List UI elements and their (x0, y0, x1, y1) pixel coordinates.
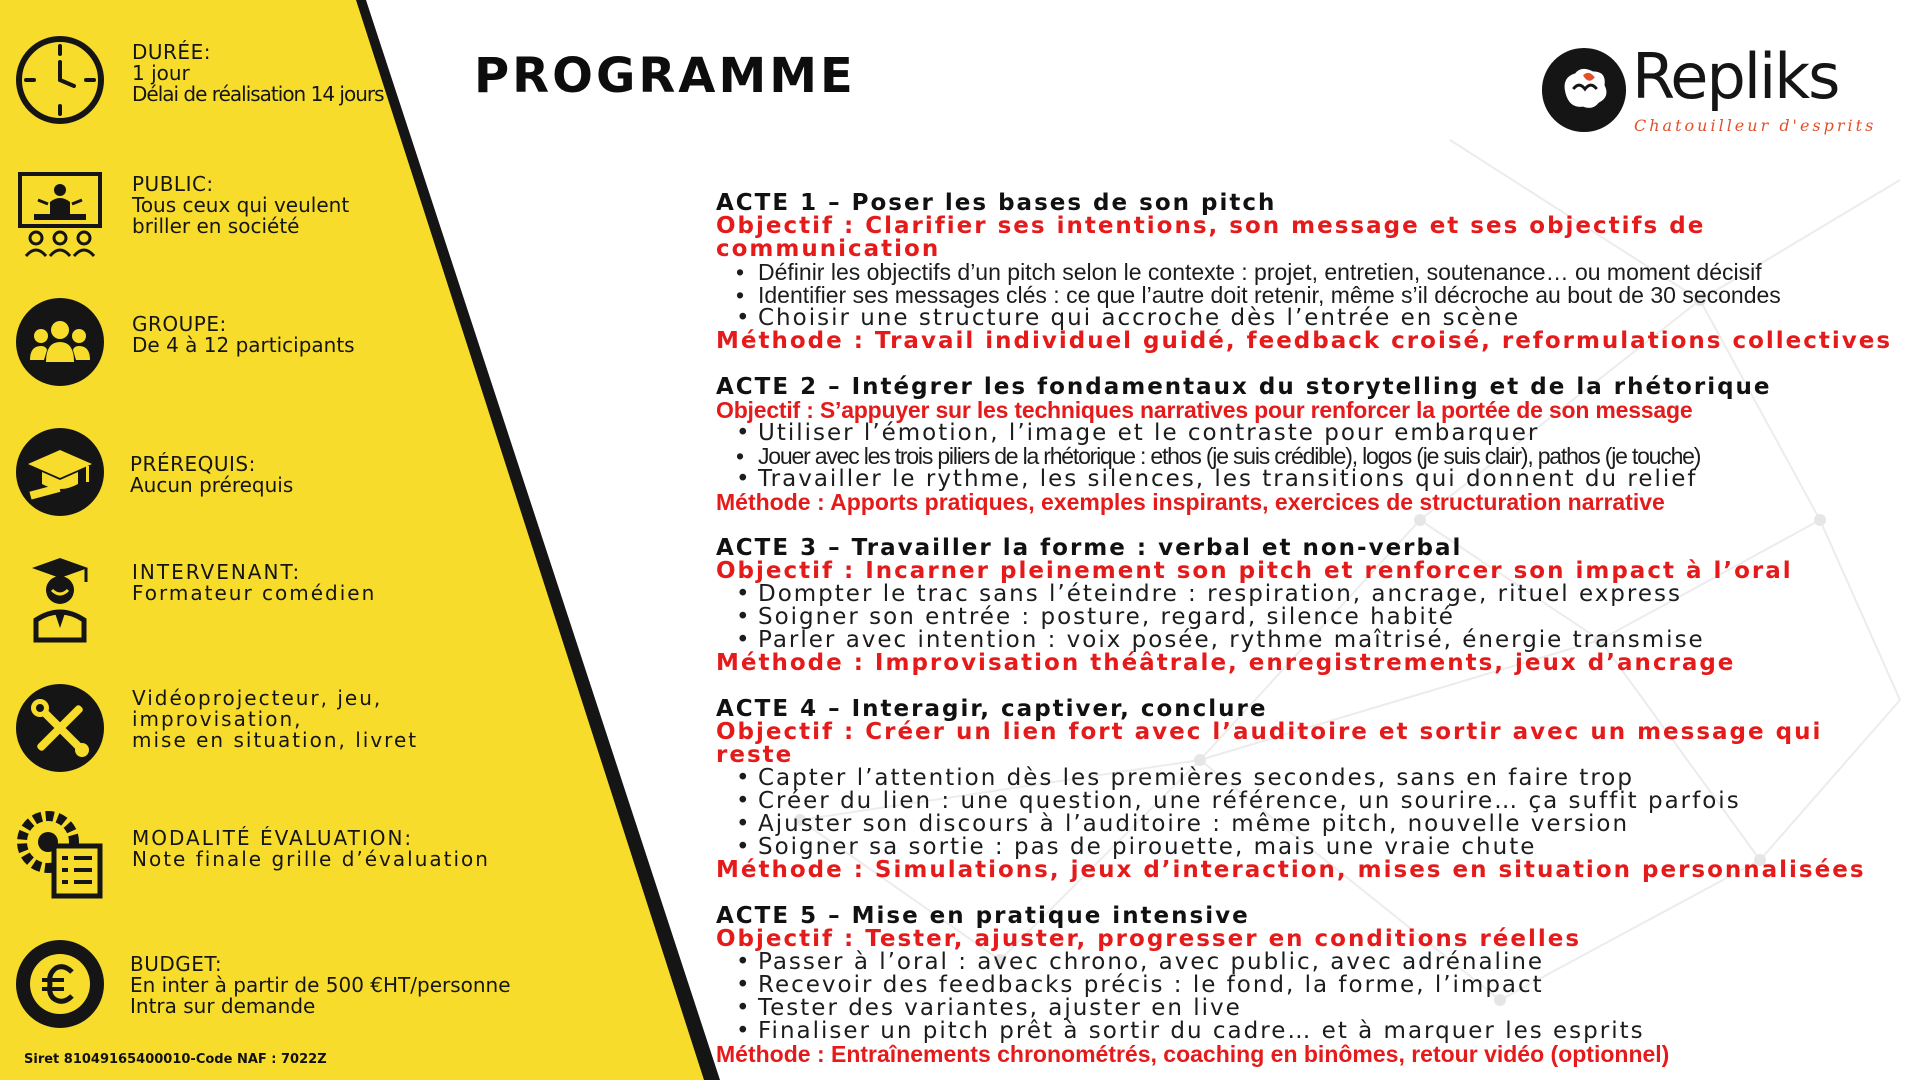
tools-icon (14, 682, 106, 774)
list-item: • Finaliser un pitch prêt à sortir du cadre… et à marquer les esprits (736, 1020, 1916, 1043)
intervenant-label: INTERVENANT: (132, 560, 302, 584)
acte-objective: Objectif : Tester, ajuster, progresser en conditions réelles (716, 926, 1582, 952)
acte-title: ACTE 5 – Mise en pratique intensive (716, 903, 1250, 929)
budget-value-2: Intra sur demande (130, 994, 316, 1018)
sidebar-item-prerequis (0, 426, 600, 526)
public-label: PUBLIC: (132, 172, 214, 196)
acte-method: Méthode : Entraînements chronométrés, coaching en binômes, retour vidéo (optionnel) (716, 1041, 1670, 1067)
budget-value-1: En inter à partir de 500 €HT/personne (130, 973, 511, 997)
list-item: • Créer du lien : une question, une référence, un sourire… ça suffit parfois (736, 790, 1916, 813)
list-item: • Jouer avec les trois piliers de la rhétorique : ethos (je suis crédible), logos (je suis clair), pathos (je touche) (736, 445, 1916, 468)
delai-value: Délai de réalisation 14 jours (132, 82, 384, 106)
duree-label: DURÉE: (132, 40, 211, 64)
teacher-icon (14, 554, 106, 646)
acte-1 (716, 192, 1916, 353)
brain-logo-icon (1540, 46, 1628, 134)
list-item: • Travailler le rythme, les silences, les transitions qui donnent du relief (736, 468, 1916, 491)
list-item: • Capter l’attention dès les premières secondes, sans en faire trop (736, 767, 1916, 790)
groupe-label: GROUPE: (132, 312, 227, 336)
acte-objective: Objectif : S’appuyer sur les techniques narratives pour renforcer la portée de son message (716, 397, 1693, 423)
acte-method: Méthode : Simulations, jeux d’interaction, mises en situation personnalisées (716, 857, 1866, 883)
acte-bullets (716, 261, 1916, 330)
sidebar-item-public (0, 168, 600, 268)
page-title: PROGRAMME (474, 48, 856, 104)
acte-2 (716, 376, 1916, 514)
prerequis-value: Aucun prérequis (130, 473, 294, 497)
acte-title: ACTE 2 – Intégrer les fondamentaux du storytelling et de la rhétorique (716, 374, 1772, 400)
acte-4 (716, 698, 1916, 882)
acte-bullets (716, 951, 1916, 1043)
acte-objective: Objectif : Incarner pleinement son pitch et renforcer son impact à l’oral (716, 558, 1793, 584)
logo-name: Repliks (1632, 40, 1839, 113)
public-value-1: Tous ceux qui veulent (132, 193, 350, 217)
list-item: • Identifier ses messages clés : ce que l’autre doit retenir, même s’il décroche au bout de 30 secondes (736, 284, 1916, 307)
graduation-cap-icon (14, 426, 106, 518)
prerequis-label: PRÉREQUIS: (130, 452, 256, 476)
evaluation-label: MODALITÉ ÉVALUATION: (132, 826, 414, 850)
sidebar-item-groupe (0, 296, 600, 396)
moyens-value-1: Vidéoprojecteur, jeu, (132, 686, 383, 710)
acte-3 (716, 537, 1916, 675)
intervenant-value: Formateur comédien (132, 581, 377, 605)
acte-title: ACTE 3 – Travailler la forme : verbal et non-verbal (716, 535, 1463, 561)
audience-icon (14, 170, 106, 262)
sidebar-item-budget (0, 938, 600, 1038)
acte-title: ACTE 4 – Interagir, captiver, conclure (716, 696, 1268, 722)
sidebar-item-intervenant (0, 554, 600, 654)
list-item: • Choisir une structure qui accroche dès l’entrée en scène (736, 307, 1916, 330)
list-item: • Parler avec intention : voix posée, rythme maîtrisé, énergie transmise (736, 629, 1916, 652)
list-item: • Tester des variantes, ajuster en live (736, 997, 1916, 1020)
acte-objective: Objectif : Créer un lien fort avec l’auditoire et sortir avec un message qui reste (716, 719, 1823, 768)
groupe-value: De 4 à 12 participants (132, 333, 355, 357)
list-item: • Soigner son entrée : posture, regard, silence habité (736, 606, 1916, 629)
programme-content (716, 192, 1916, 1089)
acte-bullets (716, 422, 1916, 491)
clock-icon (14, 34, 106, 126)
list-item: • Dompter le trac sans l’éteindre : respiration, ancrage, rituel express (736, 583, 1916, 606)
list-item: • Définir les objectifs d’un pitch selon le contexte : projet, entretien, soutenance… ou moment décisif (736, 261, 1916, 284)
euro-icon (14, 938, 106, 1030)
logo-tagline: Chatouilleur d'esprits (1634, 116, 1877, 135)
evaluation-icon (14, 808, 106, 900)
acte-bullets (716, 583, 1916, 652)
list-item: • Utiliser l’émotion, l’image et le contraste pour embarquer (736, 422, 1916, 445)
sidebar-item-moyens (0, 682, 600, 782)
group-icon (14, 296, 106, 388)
siret-text: Siret 81049165400010-Code NAF : 7022Z (24, 1052, 327, 1067)
moyens-value-3: mise en situation, livret (132, 728, 419, 752)
evaluation-value: Note finale grille d’évaluation (132, 847, 490, 871)
acte-5 (716, 905, 1916, 1066)
repliks-logo (1540, 40, 1880, 136)
public-value-2: briller en société (132, 214, 300, 238)
list-item: • Ajuster son discours à l’auditoire : même pitch, nouvelle version (736, 813, 1916, 836)
acte-method: Méthode : Apports pratiques, exemples inspirants, exercices de structuration narrative (716, 489, 1665, 515)
acte-method: Méthode : Improvisation théâtrale, enregistrements, jeux d’ancrage (716, 650, 1736, 676)
budget-label: BUDGET: (130, 952, 223, 976)
list-item: • Passer à l’oral : avec chrono, avec public, avec adrénaline (736, 951, 1916, 974)
acte-objective: Objectif : Clarifier ses intentions, son message et ses objectifs de communication (716, 213, 1706, 262)
list-item: • Recevoir des feedbacks précis : le fond, la forme, l’impact (736, 974, 1916, 997)
acte-title: ACTE 1 – Poser les bases de son pitch (716, 190, 1277, 216)
moyens-value-2: improvisation, (132, 707, 303, 731)
acte-method: Méthode : Travail individuel guidé, feedback croisé, reformulations collectives (716, 328, 1893, 354)
sidebar-item-evaluation (0, 808, 600, 908)
duree-value: 1 jour (132, 61, 190, 85)
acte-bullets (716, 767, 1916, 859)
list-item: • Soigner sa sortie : pas de pirouette, mais une vraie chute (736, 836, 1916, 859)
